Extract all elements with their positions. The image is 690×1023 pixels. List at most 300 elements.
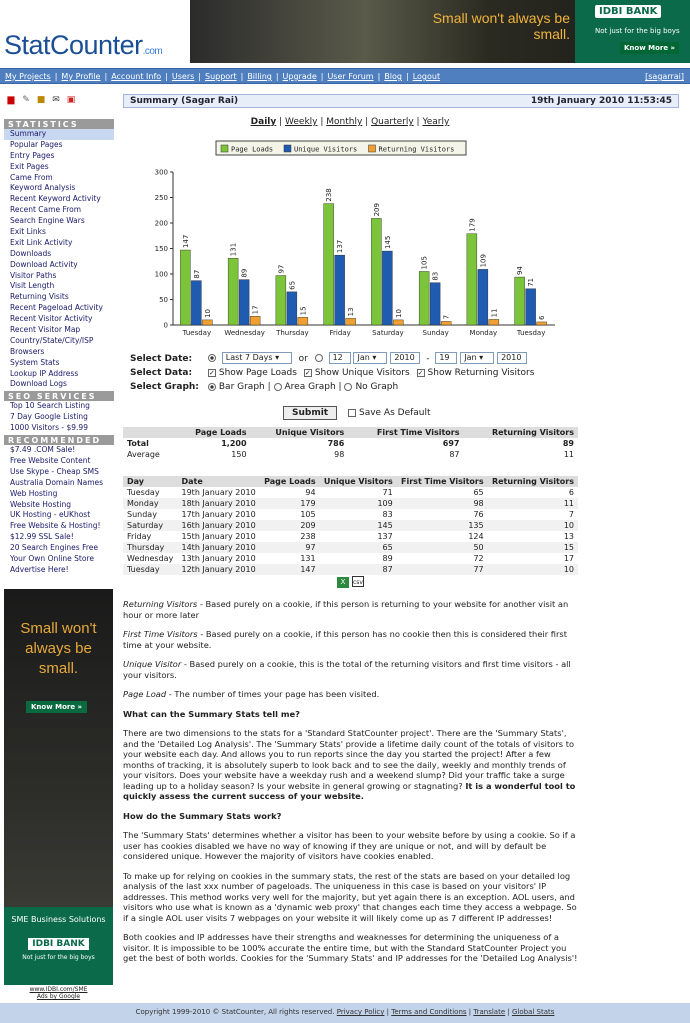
csv-export-icon[interactable]: csv xyxy=(352,576,364,587)
bar-value-label: 71 xyxy=(527,277,536,287)
sidebar-item-popular-pages[interactable]: Popular Pages xyxy=(10,139,63,149)
period-tabs: Daily | Weekly | Monthly | Quarterly | Yearly xyxy=(250,117,450,127)
from-day-value: 12 xyxy=(332,353,343,362)
totals-cell: 98 xyxy=(334,450,345,459)
sidebar-item-recent-came-from[interactable]: Recent Came From xyxy=(10,205,82,215)
table-cell: 137 xyxy=(377,532,393,541)
select-graph-label: Select Graph: xyxy=(130,382,199,392)
unique-check-label: Show Unique Visitors xyxy=(314,368,410,378)
from-month-value: Jan xyxy=(357,353,370,362)
def-firsttime-term: First Time Visitors xyxy=(123,629,198,639)
table-cell: 16th January 2010 xyxy=(178,520,260,531)
table-cell: 124 xyxy=(468,532,484,541)
totals-cell: 87 xyxy=(449,450,460,459)
returning-check-label: Show Returning Visitors xyxy=(427,368,535,378)
table-cell: 6 xyxy=(568,488,574,497)
sidebar-rec-20-search-engines-free[interactable]: 20 Search Engines Free xyxy=(10,543,98,553)
bar-graph-radio[interactable] xyxy=(208,383,216,391)
table-cell: 98 xyxy=(397,498,488,509)
x-tick-label: Sunday xyxy=(422,329,449,337)
sidebar-seo-heading: SEO SERVICES xyxy=(4,391,114,401)
sidebar-rec-your-own-online-store[interactable]: Your Own Online Store xyxy=(10,553,94,563)
trash-icon[interactable]: ▣ xyxy=(66,95,76,105)
chart-bar xyxy=(382,251,392,325)
totals-header: Page Loads xyxy=(175,427,251,438)
select-graph-row: Select Graph: Bar Graph | Area Graph | No Graph xyxy=(130,382,399,392)
nav-logout[interactable]: Logout xyxy=(412,72,441,81)
def-pageload xyxy=(123,689,579,700)
table-cell: 50 xyxy=(397,542,488,553)
to-day-select[interactable] xyxy=(435,352,457,364)
def-pageload-text: - The number of times your page has been visited. xyxy=(166,689,380,699)
bar-value-label: 87 xyxy=(192,269,201,279)
current-datetime: 19th January 2010 11:53:45 xyxy=(530,96,672,106)
y-tick-label: 150 xyxy=(154,245,168,253)
def-returning-term: Returning Visitors xyxy=(123,599,198,609)
x-tick-label: Friday xyxy=(329,329,351,337)
chart-bar xyxy=(489,319,499,325)
x-tick-label: Thursday xyxy=(276,329,309,337)
table-cell: Sunday xyxy=(127,510,157,519)
nav-username[interactable]: [sagarrai] xyxy=(645,72,684,81)
totals-header: First Time Visitors xyxy=(348,427,463,438)
chart-bar xyxy=(441,321,451,325)
para-what-bold: It is a wonderful tool to quickly assess the current success of your website. xyxy=(123,780,576,801)
daily-table xyxy=(123,476,578,575)
sidebar-item-returning-visits[interactable]: Returning Visits xyxy=(10,292,69,302)
legend-swatch xyxy=(369,145,376,152)
totals-cell: 150 xyxy=(231,450,247,459)
sidebar-ad-footer xyxy=(4,986,113,1000)
sidebar-ad-sme: SME Business Solutions xyxy=(11,915,106,924)
y-tick-label: 250 xyxy=(154,194,168,202)
table-row xyxy=(123,487,578,498)
main-content xyxy=(123,94,679,963)
nav-billing[interactable]: Billing xyxy=(247,72,272,81)
to-year-value: 2010 xyxy=(501,353,522,362)
sidebar-rec-web-hosting[interactable]: Web Hosting xyxy=(10,488,58,498)
sidebar-item-downloads[interactable]: Downloads xyxy=(10,248,52,258)
logo-suffix: .com xyxy=(142,46,163,57)
chart-bar xyxy=(430,283,440,325)
range-select-value: Last 7 Days xyxy=(225,353,273,362)
chart-bar xyxy=(202,320,212,325)
table-cell: 135 xyxy=(397,520,488,531)
footer-privacy-link[interactable]: Privacy Policy xyxy=(336,1008,385,1016)
logo-text: StatCounter xyxy=(4,30,143,60)
totals-cell: 1,200 xyxy=(221,439,247,448)
table-cell: Wednesday xyxy=(127,554,174,563)
ads-by-google[interactable]: Ads by Google xyxy=(36,993,81,1000)
table-cell: Monday xyxy=(123,498,178,509)
title-bar xyxy=(123,94,679,108)
from-year-select[interactable] xyxy=(390,352,420,364)
area-graph-label: Area Graph xyxy=(284,382,336,392)
chart-bar xyxy=(467,234,477,325)
sidebar-item-visitor-paths[interactable]: Visitor Paths xyxy=(10,270,57,280)
page-loads-checkbox[interactable]: ✓ xyxy=(208,368,215,377)
sidebar-rec-use-skype-cheap-sms[interactable]: Use Skype - Cheap SMS xyxy=(10,466,99,476)
sidebar-rec-uk-hosting-eukhost[interactable]: UK Hosting - eUKhost xyxy=(10,510,91,520)
sidebar-item-search-engine-wars[interactable]: Search Engine Wars xyxy=(10,216,85,226)
para-how-3: Both cookies and IP addresses have their strengths and weaknesses for determining the uniqueness of a visitor. It is impossible to be 100% accurate the entire time, but with the Standard StatCounter Project you get the best of both worlds. Cookies for the 'Summary Stats' and IP addresses for the 'Detailed Log Analysis'! xyxy=(123,932,578,963)
def-unique xyxy=(123,659,579,680)
submit-button[interactable]: Submit xyxy=(283,406,337,420)
sidebar-item-browsers[interactable]: Browsers xyxy=(10,346,45,356)
bar-value-label: 65 xyxy=(288,280,297,290)
table-cell: 11 xyxy=(488,498,578,509)
from-day-select[interactable] xyxy=(329,352,351,364)
table-cell: 209 xyxy=(260,520,320,531)
sidebar-seo-7-day-google-listing[interactable]: 7 Day Google Listing xyxy=(10,412,88,422)
table-row xyxy=(123,553,578,564)
y-tick-label: 200 xyxy=(154,219,168,228)
header-ad-sub: Not just for the big boys xyxy=(595,27,680,35)
toolbar-icons xyxy=(5,95,80,107)
select-date-row xyxy=(130,352,527,364)
sidebar-ad-sme-panel xyxy=(4,907,113,985)
range-select[interactable]: Last 7 Days ▾ xyxy=(222,352,292,364)
x-tick-label: Saturday xyxy=(372,329,404,337)
table-cell: Friday xyxy=(127,532,152,541)
table-cell: 17 xyxy=(563,554,574,563)
header-ad-text: Small won't always be small. xyxy=(432,10,570,42)
sidebar-rec-free-website-content[interactable]: Free Website Content xyxy=(10,455,91,465)
x-tick-label: Monday xyxy=(469,329,498,337)
y-tick-label: 0 xyxy=(163,321,168,330)
table-cell: 109 xyxy=(320,498,397,509)
from-month-select[interactable]: Jan ▾ xyxy=(353,352,387,364)
date-dash: - xyxy=(426,353,430,364)
table-cell: 89 xyxy=(382,554,393,563)
table-cell: 87 xyxy=(320,564,397,575)
day-table-header: Date xyxy=(178,476,260,487)
to-month-value: Jan xyxy=(464,353,477,362)
sidebar-ad-text: Small won't always be small. xyxy=(20,620,97,677)
save-default-checkbox[interactable] xyxy=(348,409,356,417)
nav-support[interactable]: Support xyxy=(204,72,237,81)
nav-user-forum[interactable]: User Forum xyxy=(327,72,374,81)
para-how-1: The 'Summary Stats' determines whether a visitor has been to your website before by using a cookie. So if a user has cookies disabled we have no way of knowing if they are unique or not, and will by default be considered unique. However the majority of visitors have cookies enabled. xyxy=(123,830,576,861)
sidebar-item-exit-pages[interactable]: Exit Pages xyxy=(10,161,49,171)
sidebar-rec-7-49-com-sale[interactable]: $7.49 .COM Sale! xyxy=(10,445,76,455)
table-cell: 7 xyxy=(568,510,574,519)
table-cell: 65 xyxy=(320,542,397,553)
def-returning-text: - Based purely on a cookie, if this person is returning to your website for another visit an hour or more later xyxy=(123,599,569,620)
header-ad-cta[interactable]: Know More » xyxy=(620,42,679,54)
returning-checkbox[interactable]: ✓ xyxy=(417,368,424,377)
totals-cell: 11 xyxy=(563,450,574,459)
heading-what: What can the Summary Stats tell me? xyxy=(123,708,300,719)
bar-value-label: 94 xyxy=(516,266,525,276)
totals-cell: 89 xyxy=(562,439,574,448)
tab-monthly[interactable]: Monthly xyxy=(326,117,363,127)
no-graph-radio[interactable] xyxy=(344,383,352,391)
legend-swatch xyxy=(221,145,228,152)
table-cell: 18th January 2010 xyxy=(178,498,260,509)
bar-value-label: 6 xyxy=(538,315,547,320)
select-data-label: Select Data: xyxy=(130,368,193,378)
table-cell: 71 xyxy=(382,488,393,497)
to-year-select[interactable] xyxy=(497,352,527,364)
sidebar-item-recent-visitor-map[interactable]: Recent Visitor Map xyxy=(10,325,81,335)
unique-checkbox[interactable]: ✓ xyxy=(304,368,311,377)
chart-bar xyxy=(393,320,403,325)
bar-value-label: 238 xyxy=(325,188,334,202)
table-row xyxy=(123,542,578,553)
bar-value-label: 137 xyxy=(336,239,345,254)
table-cell: 76 xyxy=(473,510,484,519)
table-cell: 12th January 2010 xyxy=(178,564,260,575)
table-cell: 72 xyxy=(473,554,484,563)
sidebar-rec-12-99-ssl-sale[interactable]: $12.99 SSL Sale! xyxy=(10,532,74,542)
legend-label: Unique Visitors xyxy=(294,145,358,154)
chart-bar xyxy=(276,276,286,325)
bar-value-label: 17 xyxy=(251,305,260,315)
day-table-header: Page Loads xyxy=(260,476,320,487)
table-cell: 13th January 2010 xyxy=(181,554,256,563)
table-cell: 19th January 2010 xyxy=(181,488,256,497)
nav-account-info[interactable]: Account Info xyxy=(111,72,162,81)
totals-cell: Average xyxy=(127,450,160,459)
bar-value-label: 15 xyxy=(299,306,308,316)
table-row xyxy=(123,520,578,531)
table-cell: 94 xyxy=(305,488,316,497)
help-text xyxy=(123,599,579,973)
def-unique-term: Unique Visitor xyxy=(123,659,182,669)
chart-bar xyxy=(346,318,356,325)
nav-users[interactable]: Users xyxy=(171,72,195,81)
table-cell: 147 xyxy=(260,564,320,575)
day-table-header: First Time Visitors xyxy=(397,476,488,487)
bar-value-label: 10 xyxy=(203,308,212,318)
table-cell: 131 xyxy=(300,554,316,563)
def-firsttime-text: - Based purely on a cookie, if this person has no cookie then this is considered their first time at your website. xyxy=(123,629,567,650)
submit-row xyxy=(283,406,431,420)
header xyxy=(0,0,690,63)
day-table-header: Returning Visitors xyxy=(488,476,578,487)
sidebar-item-entry-pages[interactable]: Entry Pages xyxy=(10,150,55,160)
range-radio[interactable] xyxy=(208,354,216,362)
custom-date-radio[interactable] xyxy=(315,354,323,362)
tab-yearly[interactable]: Yearly xyxy=(422,117,450,127)
y-tick-label: 300 xyxy=(154,168,168,177)
table-cell: 105 xyxy=(300,510,316,519)
totals-cell: 697 xyxy=(442,439,460,448)
tab-quarterly[interactable]: Quarterly xyxy=(371,117,414,127)
chart-bar xyxy=(371,218,381,325)
heading-how: How do the Summary Stats work? xyxy=(123,810,282,821)
totals-cell: 786 xyxy=(327,439,345,448)
table-cell: 145 xyxy=(320,520,397,531)
footer: Copyright 1999-2010 © StatCounter, All rights reserved. Privacy Policy | Terms and Conditions | Translate | Global Stats xyxy=(0,1003,690,1023)
table-cell: Tuesday xyxy=(127,488,160,497)
chart-bar xyxy=(228,258,238,325)
bar-value-label: 89 xyxy=(240,268,249,278)
tab-daily[interactable]: Daily xyxy=(250,117,277,127)
legend-label: Returning Visitors xyxy=(378,145,455,154)
bar-value-label: 109 xyxy=(479,254,488,268)
totals-header xyxy=(123,427,175,438)
sidebar-item-lookup-ip-address[interactable]: Lookup IP Address xyxy=(10,368,79,378)
table-row xyxy=(123,498,578,509)
x-tick-label: Wednesday xyxy=(224,329,265,337)
or-label: or xyxy=(298,353,308,364)
footer-terms-link[interactable]: Terms and Conditions xyxy=(391,1008,467,1016)
excel-export-icon[interactable]: X xyxy=(337,577,349,588)
sidebar-item-visit-length[interactable]: Visit Length xyxy=(10,281,55,291)
bar-value-label: 131 xyxy=(229,242,238,257)
table-cell: Saturday xyxy=(123,520,178,531)
sidebar-ad-sub: Not just for the big boys xyxy=(22,954,95,961)
def-returning xyxy=(123,599,579,620)
select-data-row xyxy=(130,368,534,378)
no-graph-label: No Graph xyxy=(355,382,399,392)
summary-bar-chart xyxy=(123,138,579,343)
select-date-label: Select Date: xyxy=(130,353,193,364)
chart-bar xyxy=(526,289,536,325)
legend-label: Page Loads xyxy=(231,145,274,154)
sidebar-item-country-state-city-isp[interactable]: Country/State/City/ISP xyxy=(10,335,94,345)
table-cell: 179 xyxy=(260,498,320,509)
chart-bar xyxy=(250,316,260,325)
lock-icon[interactable]: ■ xyxy=(36,95,46,105)
table-cell: Tuesday xyxy=(123,564,178,575)
tab-weekly[interactable]: Weekly xyxy=(285,117,318,127)
bar-value-label: 105 xyxy=(420,256,429,270)
table-cell: 97 xyxy=(260,542,320,553)
to-day-value: 19 xyxy=(439,353,450,362)
para-what-text: There are two dimensions to the stats for a 'Standard StatCounter project'. There are the 'Summary Stats', and the 'Detailed Log Analysis'. The 'Summary Stats' provide a lifetime daily count of the totals of visitors to your website each day. And allows you to run reports since the day you started the project! After a few months of tracking, it is absolutely superb to look back and to see the daily, weekly and monthly trends of your visitors. Does your website have a weekday rush and a weekend slump? Did your traffic take a surge leading up to a holiday season? Is your website in general growing or stagnating? xyxy=(123,728,575,791)
totals-table xyxy=(123,427,578,460)
sidebar-ad-banner[interactable] xyxy=(4,589,113,985)
table-cell: Thursday xyxy=(123,542,178,553)
page-loads-check-label: Show Page Loads xyxy=(218,368,297,378)
mail-icon[interactable]: ✉ xyxy=(52,95,60,105)
table-row xyxy=(123,509,578,520)
page-title: Summary (Sagar Rai) xyxy=(130,96,239,106)
to-month-select[interactable]: Jan ▾ xyxy=(460,352,494,364)
area-graph-radio[interactable] xyxy=(274,383,282,391)
sidebar xyxy=(4,118,114,576)
sidebar-rec-website-hosting[interactable]: Website Hosting xyxy=(10,499,71,509)
sidebar-item-download-logs[interactable]: Download Logs xyxy=(10,379,67,389)
footer-global-stats-link[interactable]: Global Stats xyxy=(511,1008,555,1016)
sidebar-seo-1000-visitors-9-99[interactable]: 1000 Visitors - $9.99 xyxy=(10,423,88,433)
totals-cell: Total xyxy=(127,439,149,448)
def-unique-text: - Based purely on a cookie, this is the total of the returning visitors and first time visitors - all your visitors. xyxy=(123,659,571,680)
totals-header: Returning Visitors xyxy=(464,427,579,438)
header-ad-idbi-panel xyxy=(575,0,690,63)
table-cell: 10 xyxy=(488,564,578,575)
sidebar-item-download-activity[interactable]: Download Activity xyxy=(10,259,78,269)
table-cell: 10 xyxy=(488,520,578,531)
chart-bar xyxy=(335,255,345,325)
table-cell: 13 xyxy=(563,532,574,541)
statcounter-logo[interactable] xyxy=(4,30,162,61)
header-ad-bank: IDBI BANK xyxy=(595,5,661,18)
bar-value-label: 7 xyxy=(442,314,451,320)
sidebar-item-keyword-analysis[interactable]: Keyword Analysis xyxy=(10,183,76,193)
chart-bar xyxy=(419,271,429,325)
def-pageload-term: Page Load xyxy=(123,689,167,699)
chart-bar xyxy=(478,269,488,325)
sidebar-item-recent-pageload-activity[interactable]: Recent Pageload Activity xyxy=(10,303,103,313)
y-tick-label: 50 xyxy=(159,296,168,304)
sidebar-item-exit-link-activity[interactable]: Exit Link Activity xyxy=(10,237,73,247)
sidebar-item-came-from[interactable]: Came From xyxy=(10,172,53,182)
sidebar-item-summary[interactable]: Summary xyxy=(4,129,114,140)
from-year-value: 2010 xyxy=(394,353,415,362)
chart-bar xyxy=(239,280,249,325)
bar-value-label: 179 xyxy=(468,218,477,232)
chart-bar xyxy=(191,281,201,325)
table-row xyxy=(123,531,578,542)
chart-bar xyxy=(180,250,190,325)
x-tick-label: Tuesday xyxy=(516,329,546,337)
bar-value-label: 10 xyxy=(394,308,403,318)
bar-value-label: 145 xyxy=(383,235,392,250)
sidebar-ad-bank: IDBI BANK xyxy=(28,938,89,950)
legend-swatch xyxy=(284,145,291,152)
para-what xyxy=(123,728,579,802)
sidebar-rec-free-website-hosting[interactable]: Free Website & Hosting! xyxy=(10,521,101,531)
nav-my-profile[interactable]: My Profile xyxy=(61,72,101,81)
nav-my-projects[interactable]: My Projects xyxy=(5,72,51,81)
def-firsttime xyxy=(123,629,579,650)
sidebar-item-system-stats[interactable]: System Stats xyxy=(10,357,60,367)
sidebar-item-exit-links[interactable]: Exit Links xyxy=(10,227,46,237)
sidebar-stats-heading: STATISTICS xyxy=(4,119,114,129)
sidebar-rec-australia-domain-names[interactable]: Australia Domain Names xyxy=(10,477,104,487)
chart-bar xyxy=(287,292,297,325)
tools-icon[interactable]: ✎ xyxy=(22,95,30,105)
sidebar-item-recent-keyword-activity[interactable]: Recent Keyword Activity xyxy=(10,194,101,204)
totals-row xyxy=(123,438,578,449)
bar-value-label: 147 xyxy=(181,234,190,249)
chart-bar xyxy=(298,317,308,325)
table-cell: 238 xyxy=(300,532,316,541)
sidebar-recommended-heading: RECOMMENDED xyxy=(4,435,114,445)
sidebar-seo-top-10-search-listing[interactable]: Top 10 Search Listing xyxy=(10,401,90,411)
sidebar-item-recent-visitor-activity[interactable]: Recent Visitor Activity xyxy=(10,314,93,324)
chart-bar xyxy=(537,322,547,325)
y-tick-label: 100 xyxy=(154,270,168,279)
bar-value-label: 13 xyxy=(347,307,356,317)
para-how-2: To make up for relying on cookies in the summary stats, the rest of the stats are based on your detailed log analysis of the last xxx number of pageloads. The uniqueness in this case is based on your visitors' IP addresses. This method works very well for the majority, but yet again there is an exception. AOL users, and visitors who use what is known as a 'dynamic web proxy' that changes each time they access a webpage. So if a single AOL user visits 7 webpages on your website it will likely come up as 7 different IP addresses! xyxy=(123,870,577,923)
copyright: Copyright 1999-2010 © StatCounter, All rights reserved. xyxy=(135,1008,335,1016)
table-cell: 83 xyxy=(382,510,393,519)
sidebar-rec-advertise-here[interactable]: Advertise Here! xyxy=(10,564,69,574)
table-cell: 14th January 2010 xyxy=(178,542,260,553)
chart-bar xyxy=(515,277,525,325)
sidebar-ad-cta[interactable]: Know More » xyxy=(26,701,87,713)
table-row xyxy=(123,564,578,575)
totals-header: Unique Visitors xyxy=(251,427,349,438)
nav-upgrade[interactable]: Upgrade xyxy=(282,72,317,81)
sidebar-ad-link[interactable]: www.IDBI.com/SME xyxy=(29,986,88,993)
top-nav: My Projects | My Profile | Account Info | Users | Support | Billing | Upgrade | User Forum | Blog | Logout [sagarrai] xyxy=(0,68,690,84)
chart-bar xyxy=(324,204,334,325)
table-cell: 17th January 2010 xyxy=(181,510,256,519)
table-cell: 65 xyxy=(473,488,484,497)
footer-translate-link[interactable]: Translate xyxy=(473,1008,506,1016)
stats-chart-icon[interactable]: ▆ xyxy=(7,95,15,105)
table-cell: 77 xyxy=(397,564,488,575)
nav-blog[interactable]: Blog xyxy=(384,72,402,81)
header-ad-banner[interactable] xyxy=(190,0,690,63)
bar-value-label: 83 xyxy=(431,271,440,281)
